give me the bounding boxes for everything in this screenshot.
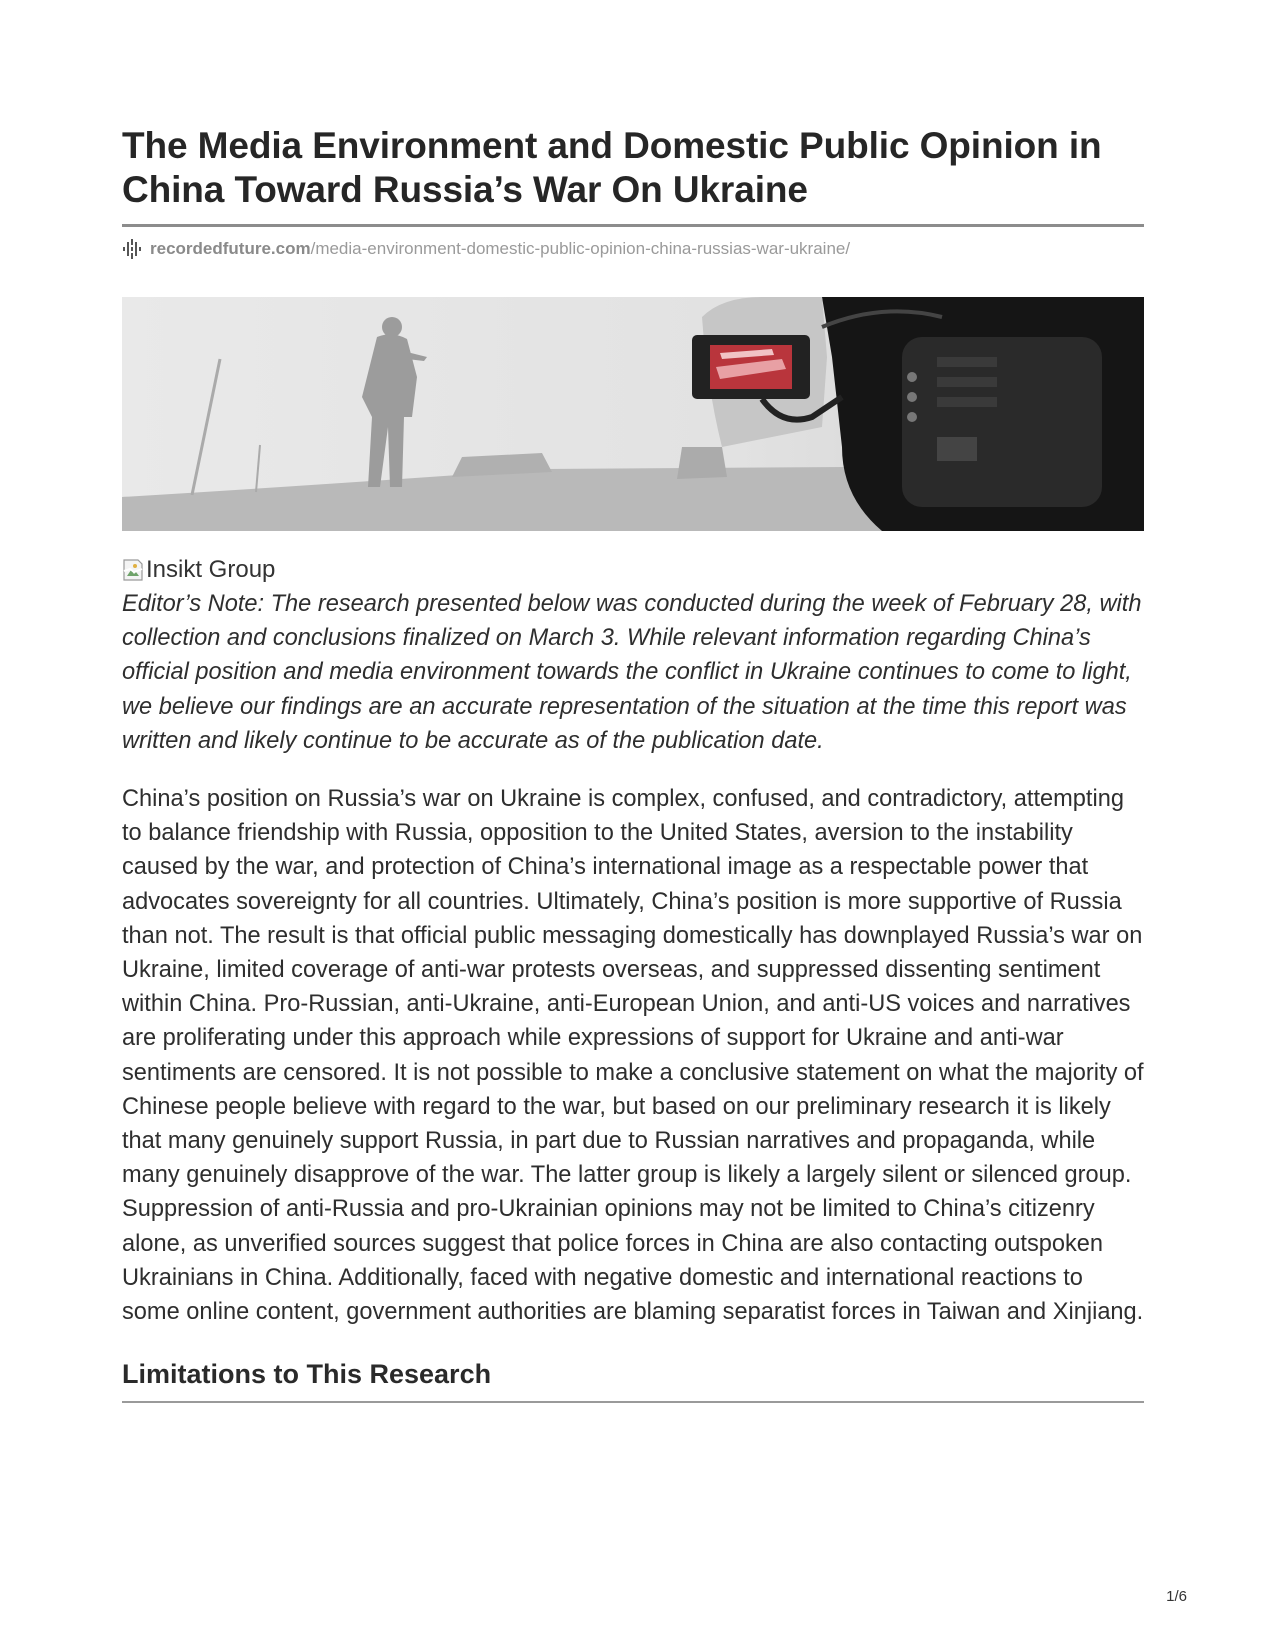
section-divider [122, 1401, 1144, 1403]
broken-image-icon [122, 558, 144, 582]
source-domain[interactable]: recordedfuture.com [150, 239, 311, 258]
page-number: 1/6 [1166, 1588, 1187, 1605]
article-title: The Media Environment and Domestic Public Opinion in China Toward Russia’s War On Ukraine [122, 125, 1102, 210]
title-divider [122, 224, 1144, 227]
recorded-future-logo-icon [122, 238, 144, 260]
article [122, 124, 1144, 1403]
body-paragraph: China’s position on Russia’s war on Ukraine is complex, confused, and contradictory, attempting to balance friendship with Russia, opposition to the United States, aversion to the instability caused by the war, and protection of China’s international image as a respectable power that advocates sovereignty for all countries. Ultimately, China’s position is more supportive of Russia than not. The result is that official public messaging domestically has downplayed Russia’s war on Ukraine, limited coverage of anti-war protests overseas, and suppressed dissenting sentiment within China. Pro-Russian, anti-Ukraine, anti-European Union, and anti-US voices and narratives are proliferating under this approach while expressions of support for Ukraine and anti-war sentiments are censored. It is not possible to make a conclusive statement on what the majority of Chinese people believe with regard to the war, but based on our preliminary research it is likely that many genuinely support Russia, in part due to Russian narratives and propaganda, while many genuinely disapprove of the war. The latter group is likely a largely silent or silenced group. Suppression of anti-Russia and pro-Ukrainian opinions may not be limited to China’s citizenry alone, as unverified sources suggest that police forces in China are also contacting outspoken Ukrainians in China. Additionally, faced with negative domestic and international reactions to some online content, government authorities are blaming separatist forces in Taiwan and Xinjiang. [122, 786, 1144, 1326]
broken-image-alt-text: Insikt Group [146, 556, 276, 583]
section-heading: Limitations to This Research [122, 1359, 492, 1390]
source-path[interactable]: /media-environment-domestic-public-opinion-china-russias-war-ukraine/ [310, 239, 851, 258]
hero-image [122, 297, 1144, 531]
broken-image-placeholder [122, 555, 1144, 585]
editor-note: Editor’s Note: The research presented below was conducted during the week of February 28, with collection and conclusions finalized on March 3. While relevant information regarding China’s official position and media environment towards the conflict in Ukraine continues to come to light, we believe our findings are an accurate representation of the situation at the time this report was written and likely continue to be accurate as of the publication date. [122, 591, 1142, 754]
source-line [122, 238, 1144, 260]
